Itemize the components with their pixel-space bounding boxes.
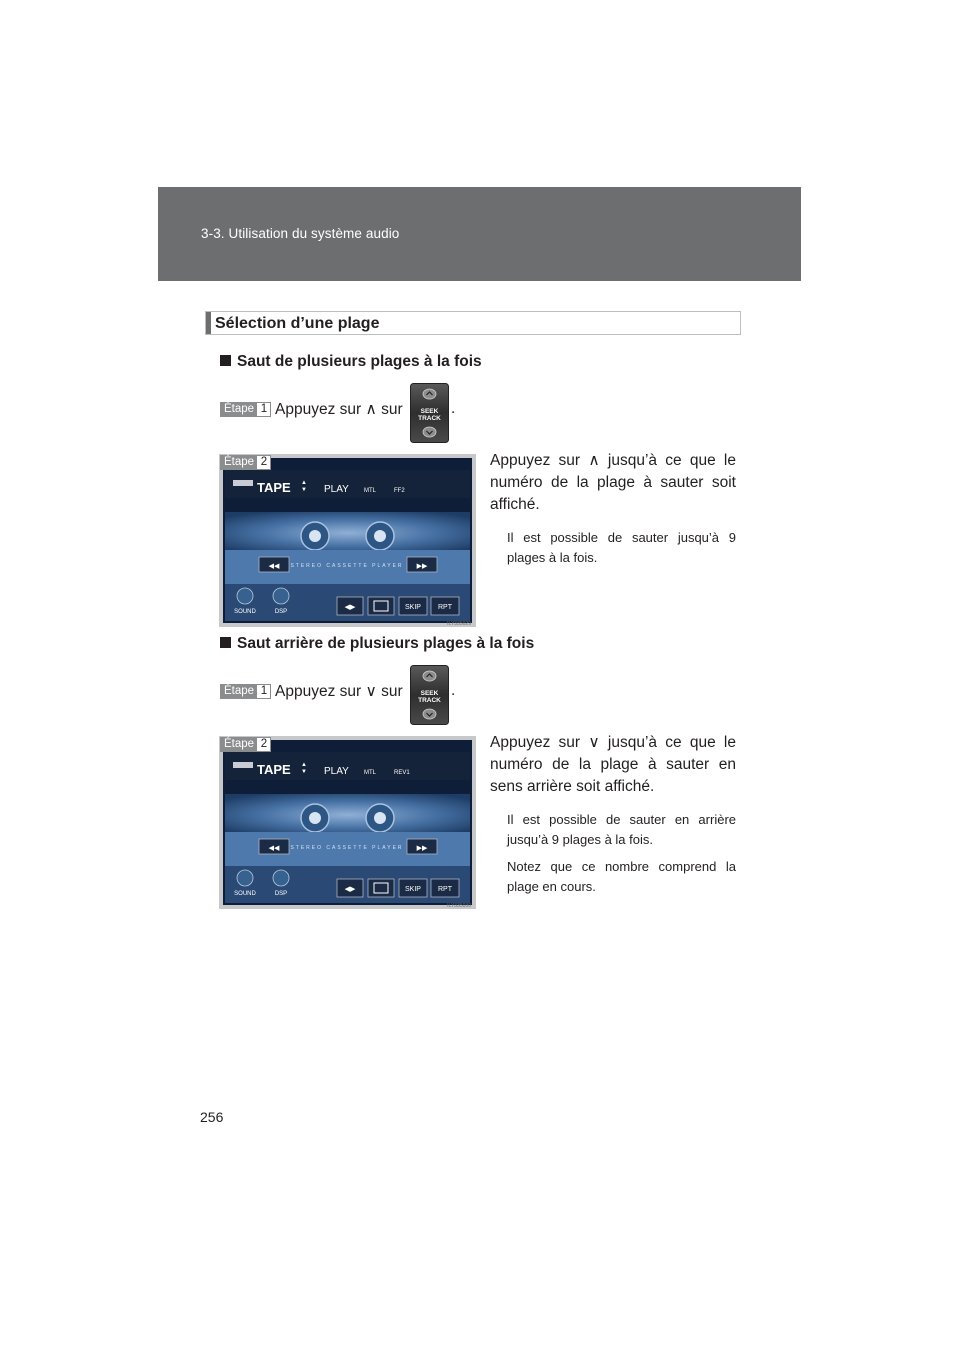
step-badge-backward-2: Étape 2 [220,737,271,752]
section-title-box [205,311,741,335]
square-bullet-icon [220,637,231,648]
svg-text:REV1: REV1 [394,770,410,776]
svg-text:▶▶: ▶▶ [416,845,428,852]
step-text-backward-1: Appuyez sur ∨ sur [275,683,403,700]
subheading-backward: Saut arrière de plusieurs plages à la fois [220,635,534,653]
svg-text:SKIP: SKIP [405,886,421,893]
svg-text:STEREO CASSETTE PLAYER: STEREO CASSETTE PLAYER [290,563,404,569]
step-text-backward-2: Appuyez sur ∨ jusqu’à ce que le numéro de la plage à sauter en sens arrière soit affiché. [490,734,736,795]
svg-text:SOUND: SOUND [234,891,256,897]
svg-text:ILY335029: ILY335029 [447,621,471,627]
svg-text:RPT: RPT [438,604,452,611]
step-suffix-backward-1: . [451,682,456,699]
svg-text:TAPE: TAPE [257,762,291,777]
svg-text:ILY335030: ILY335030 [447,903,471,909]
svg-text:RPT: RPT [438,886,452,893]
step-badge-forward-1: Étape 1 [220,402,271,417]
svg-text:SOUND: SOUND [234,609,256,615]
svg-text:FF2: FF2 [394,488,405,494]
seek-track-button-icon [410,665,449,725]
section-marker [206,312,211,334]
page-number: 256 [200,1109,224,1125]
svg-text:DSP: DSP [274,891,288,897]
note-forward: Il est possible de sauter jusqu’à 9 plages à la fois. [507,530,736,565]
svg-text:SKIP: SKIP [405,604,421,611]
subheading-forward: Saut de plusieurs plages à la fois [220,353,482,371]
svg-text:PLAY: PLAY [324,484,349,495]
svg-text:PLAY: PLAY [324,766,349,777]
svg-text:MTL: MTL [364,770,376,776]
step-suffix-forward-1: . [451,400,456,417]
svg-text:MTL: MTL [364,488,376,494]
svg-text:◀◀: ◀◀ [268,563,280,570]
svg-text:SEEK: SEEK [420,690,439,697]
svg-text:▲: ▲ [301,480,307,486]
chapter-header [158,187,801,281]
section-title: Sélection d’une plage [215,315,380,332]
step-text-forward-1: Appuyez sur ∧ sur [275,401,403,418]
svg-text:TAPE: TAPE [257,480,291,495]
svg-text:◀▶: ◀▶ [344,886,356,893]
svg-text:TRACK: TRACK [418,697,441,704]
svg-text:STEREO CASSETTE PLAYER: STEREO CASSETTE PLAYER [290,845,404,851]
step-badge-forward-2: Étape 2 [220,455,271,470]
svg-text:◀▶: ◀▶ [344,604,356,611]
audio-screen-forward [219,454,476,627]
step-text-forward-2: Appuyez sur ∧ jusqu’à ce que le numéro de la plage à sauter soit affiché. [490,452,736,513]
audio-screen-backward [219,736,476,909]
seek-track-button-icon [410,383,449,443]
note-backward-1: Il est possible de sauter en arrière jusqu’à 9 plages à la fois. [507,812,736,847]
svg-text:◀◀: ◀◀ [268,845,280,852]
svg-text:TRACK: TRACK [418,415,441,422]
step-badge-backward-1: Étape 1 [220,684,271,699]
square-bullet-icon [220,355,231,366]
svg-text:SEEK: SEEK [420,408,439,415]
svg-text:▲: ▲ [301,762,307,768]
svg-text:DSP: DSP [274,609,288,615]
note-backward-2: Notez que ce nombre comprend la plage en cours. [507,859,736,894]
svg-text:▼: ▼ [301,487,307,493]
chapter-title: 3-3. Utilisation du système audio [201,226,400,241]
svg-text:▶▶: ▶▶ [416,563,428,570]
svg-text:▼: ▼ [301,769,307,775]
